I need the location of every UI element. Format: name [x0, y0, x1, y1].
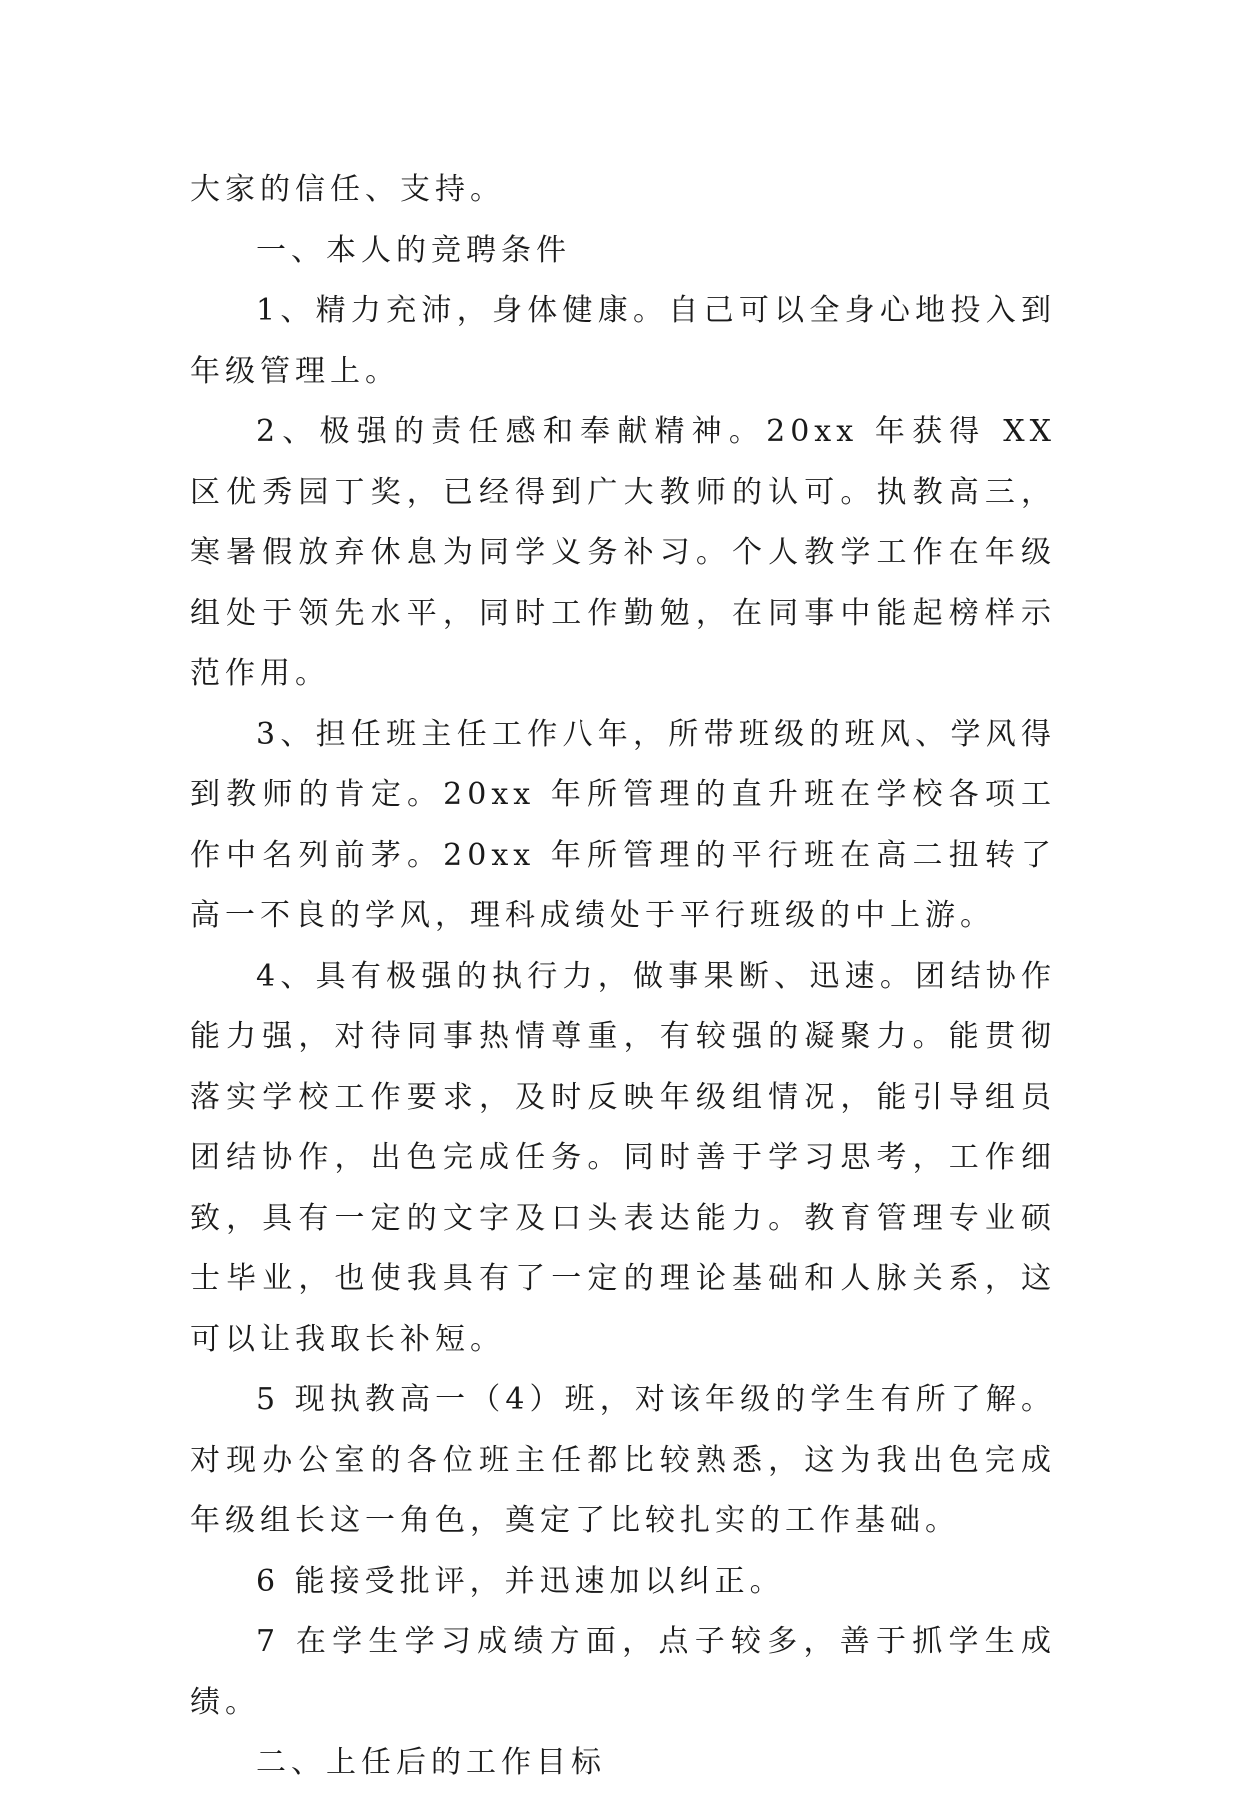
paragraph-item-4: 4、具有极强的执行力，做事果断、迅速。团结协作能力强，对待同事热情尊重，有较强的凝聚力。能贯彻落实学校工作要求，及时反映年级组情况，能引导组员团结协作，出色完成任务。同时善于学习思考，工作细致，具有一定的文字及口头表达能力。教育管理专业硕士毕业，也使我具有了一定的理论基础和人脉关系，这可以让我取长补短。: [190, 958, 1056, 1357]
paragraph-continuation: 大家的信任、支持。: [190, 172, 505, 207]
paragraph-item-3: 3、担任班主任工作八年，所带班级的班风、学风得到教师的肯定。20xx 年所管理的直升班在学校各项工作中名列前茅。20xx 年所管理的平行班在高二扭转了高一不良的学风，理科成绩处于平行班级的中上游。: [190, 716, 1056, 933]
paragraph-item-5: 5 现执教高一（4）班，对该年级的学生有所了解。对现办公室的各位班主任都比较熟悉，这为我出色完成年级组长这一角色，奠定了比较扎实的工作基础。: [190, 1382, 1056, 1538]
paragraph-item-1: 1、精力充沛，身体健康。自己可以全身心地投入到年级管理上。: [190, 293, 1056, 389]
document-page: [190, 160, 1056, 1794]
paragraph-item-2: 2、极强的责任感和奉献精神。20xx 年获得 XX 区优秀园丁奖，已经得到广大教师的认可。执教高三，寒暑假放弃休息为同学义务补习。个人教学工作在年级组处于领先水平，同时工作勤勉，在同事中能起榜样示范作用。: [190, 414, 1056, 691]
section-heading-goals: 二、上任后的工作目标: [256, 1745, 606, 1780]
paragraph-item-6: 6 能接受批评，并迅速加以纠正。: [256, 1563, 785, 1599]
section-heading-qualifications: 一、本人的竞聘条件: [256, 232, 571, 268]
paragraph-item-7: 7 在学生学习成绩方面，点子较多，善于抓学生成绩。: [190, 1624, 1056, 1720]
